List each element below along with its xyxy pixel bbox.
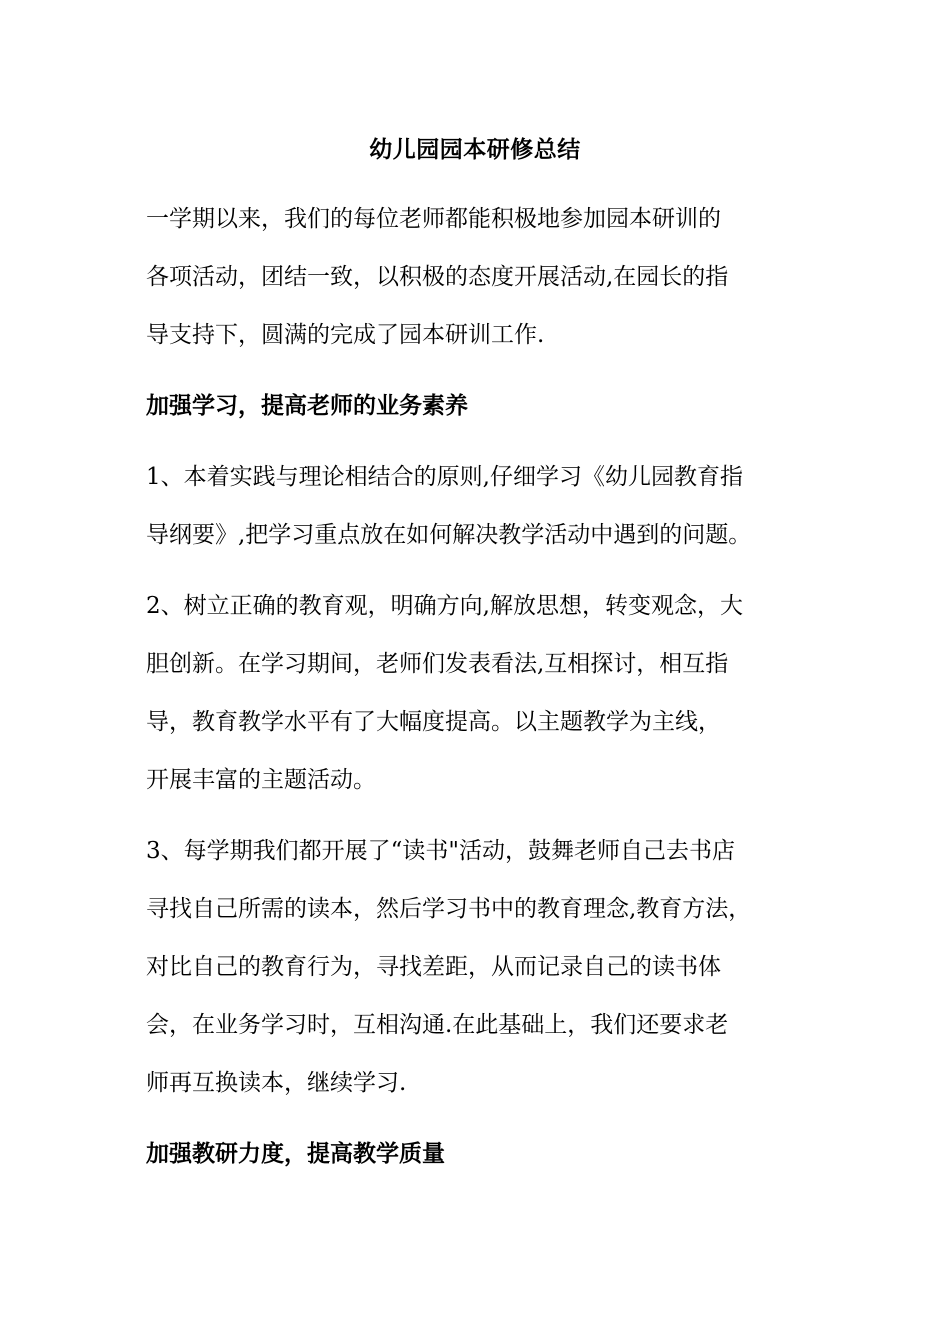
text-line: 2、树立正确的教育观，明确方向,解放思想，转变观念，大 <box>146 593 743 619</box>
text-line: 胆创新。在学习期间，老师们发表看法,互相探讨，相互指 <box>146 651 729 677</box>
text-line: 寻找自己所需的读本，然后学习书中的教育理念,教育方法， <box>146 896 752 922</box>
intro-paragraph <box>146 190 818 364</box>
document-body <box>146 190 818 1183</box>
text-line: 对比自己的教育行为，寻找差距，从而记录自己的读书体 <box>146 954 721 980</box>
text-line: 开展丰富的主题活动。 <box>146 767 376 793</box>
section-heading-study: 加强学习，提高老师的业务素养 <box>146 392 468 419</box>
text-line: 1、本着实践与理论相结合的原则,仔细学习《幼儿园教育指 <box>146 464 743 490</box>
text-line: 导纲要》,把学习重点放在如何解决教学活动中遇到的问题。 <box>146 522 752 548</box>
text-line: 一学期以来，我们的每位老师都能积极地参加园本研训的 <box>146 206 721 232</box>
item-paragraph-1 <box>146 448 818 564</box>
section-heading-research: 加强教研力度，提高教学质量 <box>146 1140 445 1167</box>
text-line: 各项活动，团结一致，以积极的态度开展活动,在园长的指 <box>146 264 729 290</box>
text-line: 师再互换读本，继续学习. <box>146 1070 407 1096</box>
item-paragraph-2 <box>146 577 818 809</box>
item-paragraph-3 <box>146 822 818 1112</box>
text-line: 会，在业务学习时，互相沟通.在此基础上，我们还要求老 <box>146 1012 729 1038</box>
text-line: 导支持下，圆满的完成了园本研训工作. <box>146 322 545 348</box>
text-line: 3、每学期我们都开展了“读书"活动，鼓舞老师自己去书店 <box>146 838 735 864</box>
document-title: 幼儿园园本研修总结 <box>369 136 581 163</box>
text-line: 导，教育教学水平有了大幅度提高。以主题教学为主线， <box>146 709 721 735</box>
